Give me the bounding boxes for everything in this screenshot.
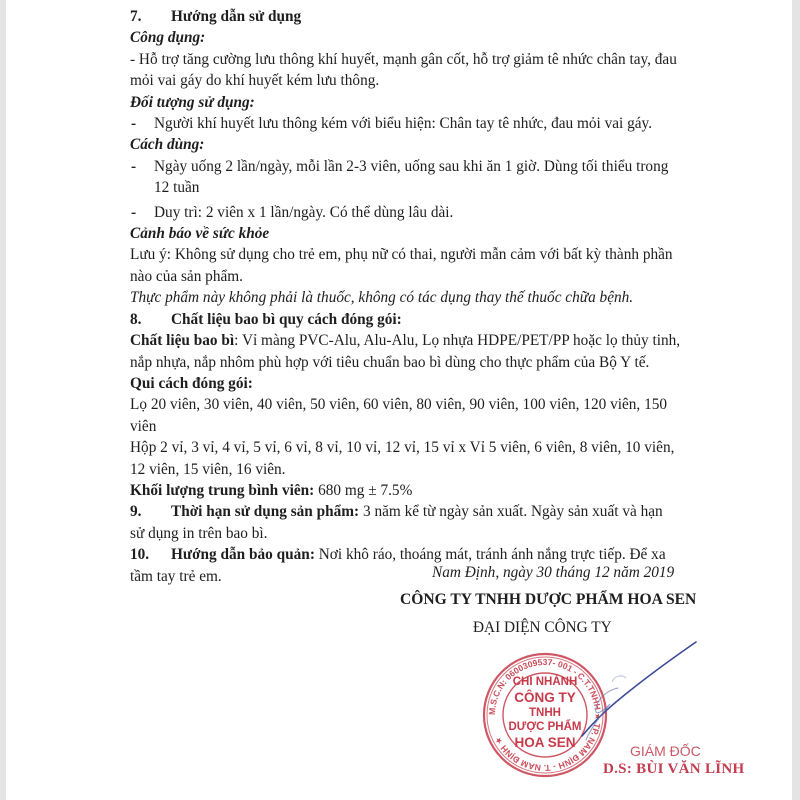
dosage-item-text: 12 tuần [154, 179, 200, 197]
stamp-ring-text: M.S.C.N: 0600309537- 001 - C.T.TNHH ★ TP. NAM ĐỊNH - T. NAM ĐỊNH ★ [486, 656, 604, 774]
dosage-item [130, 202, 730, 223]
stamp-line-5: HOA SEN [514, 734, 576, 750]
dosage-item-text: Duy trì: 2 viên x 1 lần/ngày. Có thể dùng lâu dài. [154, 203, 454, 221]
material-label: Chất liệu bao bì [130, 332, 235, 350]
section-9-line-2: sử dụng in trên bao bì. [130, 524, 268, 542]
storage-text: Nơi khô ráo, thoáng mát, tránh ánh nắng trực tiếp. Để xa [314, 546, 666, 564]
section-title: Chất liệu bao bì quy cách đóng gói: [171, 310, 402, 328]
handwritten-signature-icon [560, 640, 710, 750]
stamp-line-1: CHI NHÁNH [512, 676, 578, 688]
stamp-line-4: DƯỢC PHẨM [508, 721, 582, 733]
packing-box-line-2: 12 viên, 15 viên, 16 viên. [130, 460, 286, 478]
packing-bottle-line-2: viên [130, 417, 157, 435]
target-item [130, 113, 730, 134]
section-title: Hướng dẫn bảo quản: [171, 546, 315, 564]
section-number: 9. [130, 503, 142, 521]
stamp-line-3: TNHH [529, 706, 561, 719]
material-text: : Vỉ màng PVC-Alu, Alu-Alu, Lọ nhựa HDPE/PET/PP hoặc lọ thủy tinh, [234, 332, 681, 350]
stamp-line-2: CÔNG TY [514, 689, 576, 705]
warning-text-line-1: Lưu ý: Không sử dụng cho trẻ em, phụ nữ có thai, người mẫn cảm với bất kỳ thành phần [130, 246, 673, 264]
dosage-item-continuation [130, 177, 730, 198]
packing-label: Qui cách đóng gói: [130, 374, 253, 392]
director-title: GIÁM ĐỐC [630, 743, 701, 759]
uses-text-line-2: mỏi vai gáy do khí huyết kém lưu thông. [130, 72, 380, 90]
section-number: 10. [130, 546, 150, 564]
document-content [130, 6, 730, 587]
section-7-heading [130, 6, 730, 27]
shelf-life-text: 3 năm kể từ ngày sản xuất. Ngày sản xuất và hạn [359, 503, 663, 521]
section-8-heading [130, 309, 730, 330]
section-title: Thời hạn sử dụng sản phẩm: [171, 503, 360, 521]
section-number: 8. [130, 310, 142, 328]
bullet-dash: - [131, 157, 137, 175]
target-label: Đối tượng sử dụng: [130, 93, 255, 111]
target-item-text: Người khí huyết lưu thông kém với biểu hiện: Chân tay tê nhức, đau mỏi vai gáy. [154, 115, 653, 133]
disclaimer: Thực phẩm này không phải là thuốc, không có tác dụng thay thế thuốc chữa bệnh. [130, 289, 634, 307]
dosage-item-text: Ngày uống 2 lần/ngày, mỗi lần 2-3 viên, uống sau khi ăn 1 giờ. Dùng tối thiểu trong [154, 157, 669, 175]
signing-date: Nam Định, ngày 30 tháng 12 năm 2019 [432, 564, 675, 581]
section-9-line-1 [130, 501, 730, 522]
material-line-2: nắp nhựa, nắp nhôm phù hợp với tiêu chuẩn bao bì dùng cho thực phẩm của Bộ Y tế. [130, 353, 650, 371]
weight-value: 680 mg ± 7.5% [314, 481, 413, 499]
warning-text-line-2: nào của sản phẩm. [130, 267, 243, 285]
section-10-line-2: tầm tay trẻ em. [130, 567, 222, 585]
dosage-item [130, 156, 730, 177]
dosage-label: Cách dùng: [130, 136, 205, 154]
bullet-dash: - [131, 203, 137, 221]
warning-label: Cảnh báo về sức khỏe [130, 225, 270, 243]
uses-text-line-1: - Hỗ trợ tăng cường lưu thông khí huyết, mạnh gân cốt, hỗ trợ giảm tê nhức chân tay, đau [130, 50, 677, 68]
signer-name: D.S: BÙI VĂN LĨNH [603, 761, 745, 777]
bullet-dash: - [131, 115, 137, 133]
material-line-1 [130, 330, 730, 351]
company-name: CÔNG TY TNHH DƯỢC PHẨM HOA SEN [400, 591, 697, 608]
packing-bottle-line-1: Lọ 20 viên, 30 viên, 40 viên, 50 viên, 60 viên, 80 viên, 90 viên, 100 viên, 120 viên, 150 [130, 396, 668, 414]
company-representative: ĐẠI DIỆN CÔNG TY [473, 619, 612, 636]
section-number: 7. [130, 8, 142, 25]
uses-label: Công dụng: [130, 29, 206, 47]
average-weight [130, 480, 730, 501]
weight-label: Khối lượng trung bình viên: [130, 481, 315, 499]
packing-box-line-1: Hộp 2 vỉ, 3 vỉ, 4 vỉ, 5 vỉ, 6 vỉ, 8 vỉ, 10 vỉ, 12 vỉ, 15 vỉ x Vỉ 5 viên, 6 viên, 8 viên, 10 viên, [130, 439, 675, 457]
section-title: Hướng dẫn sử dụng [171, 8, 302, 25]
